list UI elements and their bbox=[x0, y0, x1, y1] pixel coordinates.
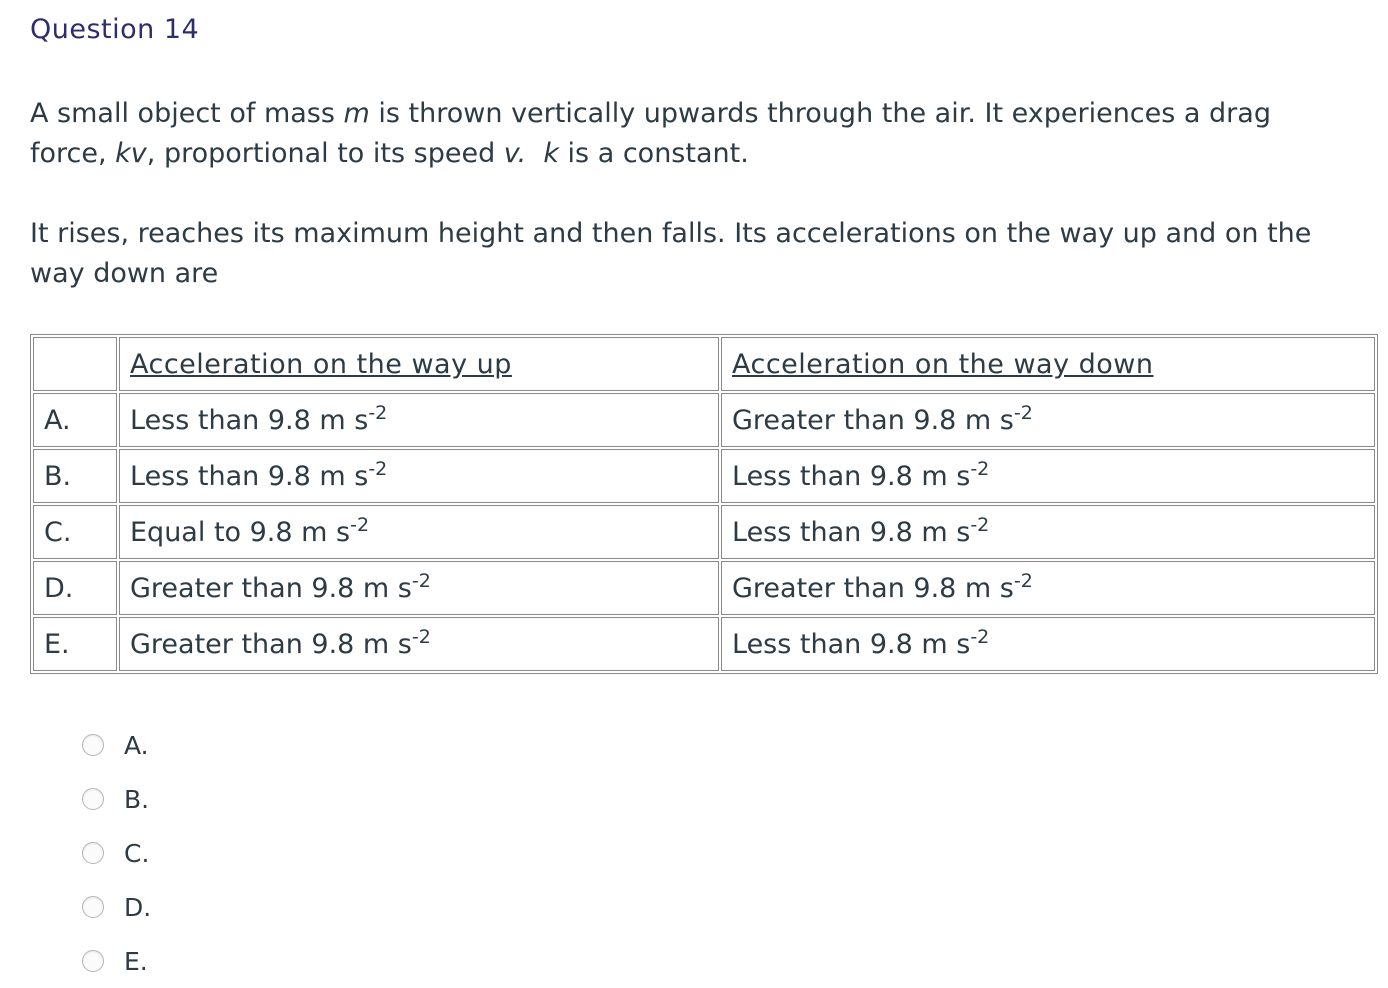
cell-way-down: Less than 9.8 m $s^{-2}$ bbox=[721, 617, 1375, 671]
cell-way-down: Greater than 9.8 m $s^{-2}$ bbox=[721, 393, 1375, 447]
row-letter: A. bbox=[33, 393, 117, 447]
answer-table bbox=[30, 334, 1378, 674]
row-letter: E. bbox=[33, 617, 117, 671]
table-row bbox=[33, 449, 1375, 503]
radio-button-d[interactable] bbox=[82, 896, 104, 918]
radio-button-a[interactable] bbox=[82, 734, 104, 756]
radio-button-b[interactable] bbox=[82, 788, 104, 810]
cell-way-up: Greater than 9.8 m $s^{-2}$ bbox=[119, 617, 719, 671]
row-letter: B. bbox=[33, 449, 117, 503]
constant-symbol: k bbox=[543, 138, 559, 169]
header-way-up: Acceleration on the way up bbox=[119, 337, 719, 391]
cell-way-up: Less than 9.8 m $s^{-2}$ bbox=[119, 393, 719, 447]
table-row bbox=[33, 561, 1375, 615]
question-text: A small object of mass m is thrown vertically upwards through the air. It experiences a drag force, kv, proportional to its speed v. k is a constant. bbox=[30, 98, 1271, 169]
choice-label[interactable]: E. bbox=[124, 946, 148, 976]
table-row bbox=[33, 505, 1375, 559]
table-row bbox=[33, 393, 1375, 447]
cell-way-down: Greater than 9.8 m $s^{-2}$ bbox=[721, 561, 1375, 615]
question-text-2: It rises, reaches its maximum height and then falls. Its accelerations on the way up and on the way down are bbox=[30, 218, 1312, 289]
choice-c[interactable] bbox=[82, 826, 151, 880]
speed-symbol: v. bbox=[503, 138, 527, 169]
choice-a[interactable] bbox=[82, 718, 151, 772]
cell-way-up: Greater than 9.8 m $s^{-2}$ bbox=[119, 561, 719, 615]
choice-b[interactable] bbox=[82, 772, 151, 826]
header-way-down: Acceleration on the way down bbox=[721, 337, 1375, 391]
question-title: Question 14 bbox=[30, 14, 200, 45]
radio-button-e[interactable] bbox=[82, 950, 104, 972]
choice-e[interactable] bbox=[82, 934, 151, 988]
choice-d[interactable] bbox=[82, 880, 151, 934]
drag-symbol: kv bbox=[115, 138, 147, 169]
row-letter: D. bbox=[33, 561, 117, 615]
choice-label[interactable]: A. bbox=[124, 730, 149, 760]
cell-way-up: Less than 9.8 m $s^{-2}$ bbox=[119, 449, 719, 503]
table-row bbox=[33, 617, 1375, 671]
choice-label[interactable]: D. bbox=[124, 892, 152, 922]
cell-way-down: Less than 9.8 m $s^{-2}$ bbox=[721, 449, 1375, 503]
header-letter bbox=[33, 337, 117, 391]
choice-label[interactable]: C. bbox=[124, 838, 150, 868]
radio-button-c[interactable] bbox=[82, 842, 104, 864]
table-header-row bbox=[33, 337, 1375, 391]
mass-symbol: m bbox=[343, 98, 370, 129]
cell-way-down: Less than 9.8 m $s^{-2}$ bbox=[721, 505, 1375, 559]
choice-label[interactable]: B. bbox=[124, 784, 150, 814]
row-letter: C. bbox=[33, 505, 117, 559]
cell-way-up: Equal to 9.8 m $s^{-2}$ bbox=[119, 505, 719, 559]
answer-choices bbox=[82, 718, 151, 988]
